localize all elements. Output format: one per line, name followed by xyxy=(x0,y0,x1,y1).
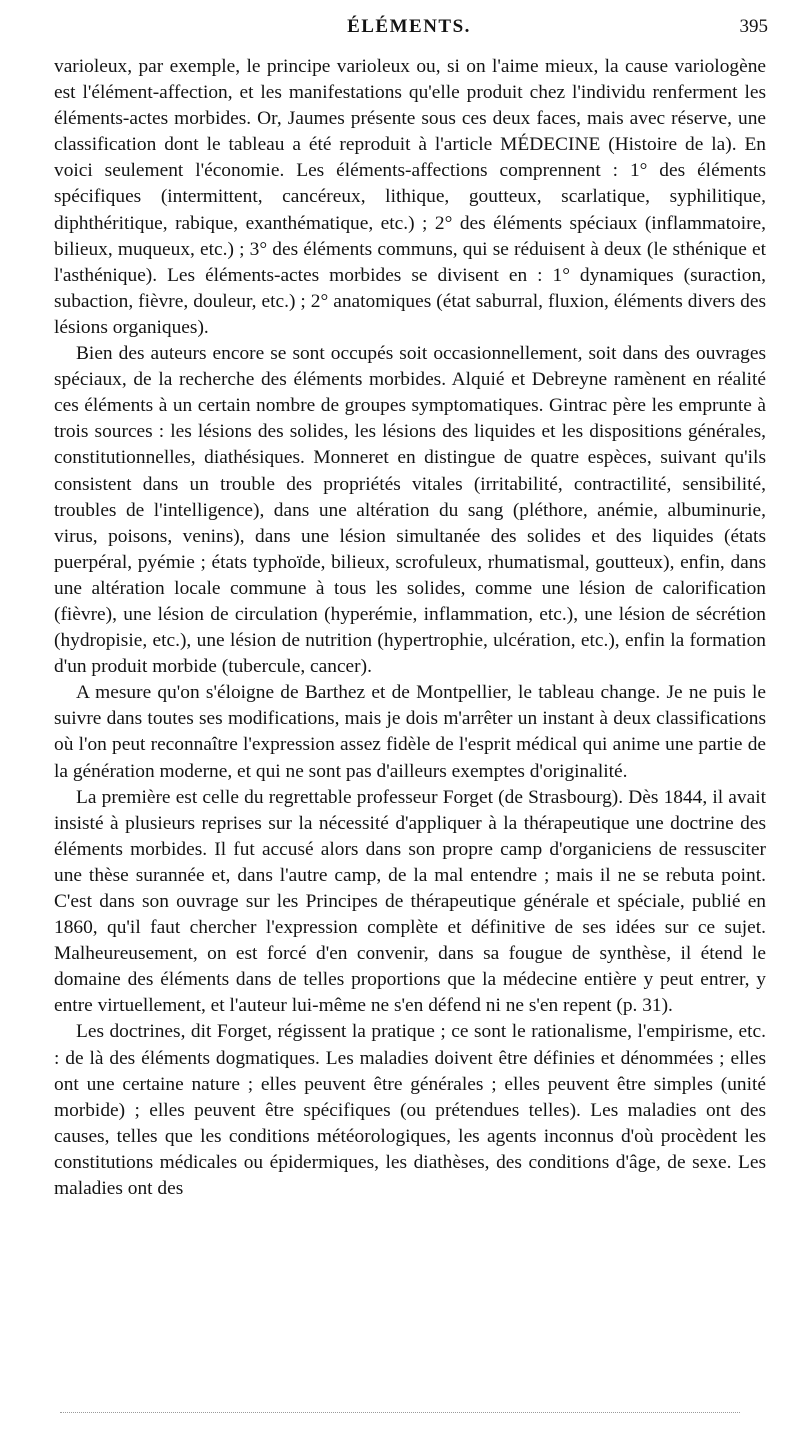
paragraph-1: varioleux, par exemple, le principe varioleux ou, si on l'aime mieux, la cause variologène est l'élément-affection, et les manifestations qu'elle produit chez l'individu renferment les éléments-actes morbides. Or, Jaumes présente sous ces deux faces, mais avec réserve, une classification dont le tableau a été reproduit à l'article MÉDECINE (Histoire de la). En voici seulement l'économie. Les éléments-affections comprennent : 1° des éléments spécifiques (intermittent, cancéreux, lithique, goutteux, scarlatique, syphilitique, diphthéritique, rabique, exanthématique, etc.) ; 2° des éléments spéciaux (inflammatoire, bilieux, muqueux, etc.) ; 3° des éléments communs, qui se réduisent à deux (le sthénique et l'asthénique). Les éléments-actes morbides se divisent en : 1° dynamiques (suraction, subaction, fièvre, douleur, etc.) ; 2° anatomiques (état saburral, fluxion, éléments divers des lésions organiques). xyxy=(54,56,766,338)
running-title: ÉLÉMENTS. xyxy=(347,16,471,37)
paragraph-5: Les doctrines, dit Forget, régissent la pratique ; ce sont le rationalisme, l'empirisme, etc. : de là des éléments dogmatiques. Les maladies doivent être définies et dénommées ; elles ont une certaine nature ; elles peuvent être générales ; elles peuvent être simples (unité morbide) ; elles peuvent être spécifiques (ou prétendues telles). Les maladies ont des causes, telles que les conditions météorologiques, les agents inconnus d'où procèdent les constitutions médicales ou épidermiques, les diathèses, des conditions d'âge, de sexe. Les maladies ont des xyxy=(54,1021,766,1200)
body-text xyxy=(54,54,766,1202)
page-number: 395 xyxy=(739,16,768,37)
paragraph-4: La première est celle du regrettable professeur Forget (de Strasbourg). Dès 1844, il avait insisté à plusieurs reprises sur la nécessité d'appliquer à la thérapeutique une doctrine des éléments morbides. Il fut accusé alors dans son propre camp d'organiciens de ressusciter une thèse surannée et, dans l'autre camp, de la mal entendre ; mais il ne se rebuta point. C'est dans son ouvrage sur les Principes de thérapeutique générale et spéciale, publié en 1860, qu'il faut chercher l'expression complète et définitive de ses idées sur ce sujet. Malheureusement, on est forcé d'en convenir, dans sa fougue de synthèse, il étend le domaine des éléments dans de telles proportions que la médecine entière y peut entrer, y entre virtuellement, et l'auteur lui-même ne s'en défend ni ne s'en repent (p. 31). xyxy=(54,786,766,1017)
paragraph-2: Bien des auteurs encore se sont occupés soit occasionnellement, soit dans des ouvrages spéciaux, de la recherche des éléments morbides. Alquié et Debreyne ramènent en réalité ces éléments à un certain nombre de groupes symptomatiques. Gintrac père les emprunte à trois sources : les lésions des solides, les lésions des liquides et les dispositions générales, constitutionnelles, diathésiques. Monneret en distingue de quatre espèces, suivant qu'ils consistent dans un trouble des propriétés vitales (irritabilité, contractilité, sensibilité, troubles de l'intelligence), dans une altération du sang (pléthore, anémie, albuminurie, virus, poisons, venins), dans une lésion simultanée des solides et des liquides (états puerpéral, pyémie ; états typhoïde, bilieux, scrofuleux, rhumatismal, goutteux), enfin, dans une altération locale commune à tous les solides, comme une lésion de calorification (fièvre), une lésion de circulation (hyperémie, inflammation, etc.), une lésion de sécrétion (hydropisie, etc.), une lésion de nutrition (hypertrophie, ulcération, etc.), enfin la formation d'un produit morbide (tubercule, cancer). xyxy=(54,343,766,678)
footer-divider xyxy=(60,1412,740,1413)
paragraph-3: A mesure qu'on s'éloigne de Barthez et de Montpellier, le tableau change. Je ne puis le suivre dans toutes ses modifications, mais je dois m'arrêter un instant à deux classifications où l'on peut reconnaître l'expression assez fidèle de l'esprit médical qui anime une partie de la génération moderne, et qui ne sont pas d'ailleurs exemptes d'originalité. xyxy=(54,682,766,782)
page-header xyxy=(50,16,768,46)
